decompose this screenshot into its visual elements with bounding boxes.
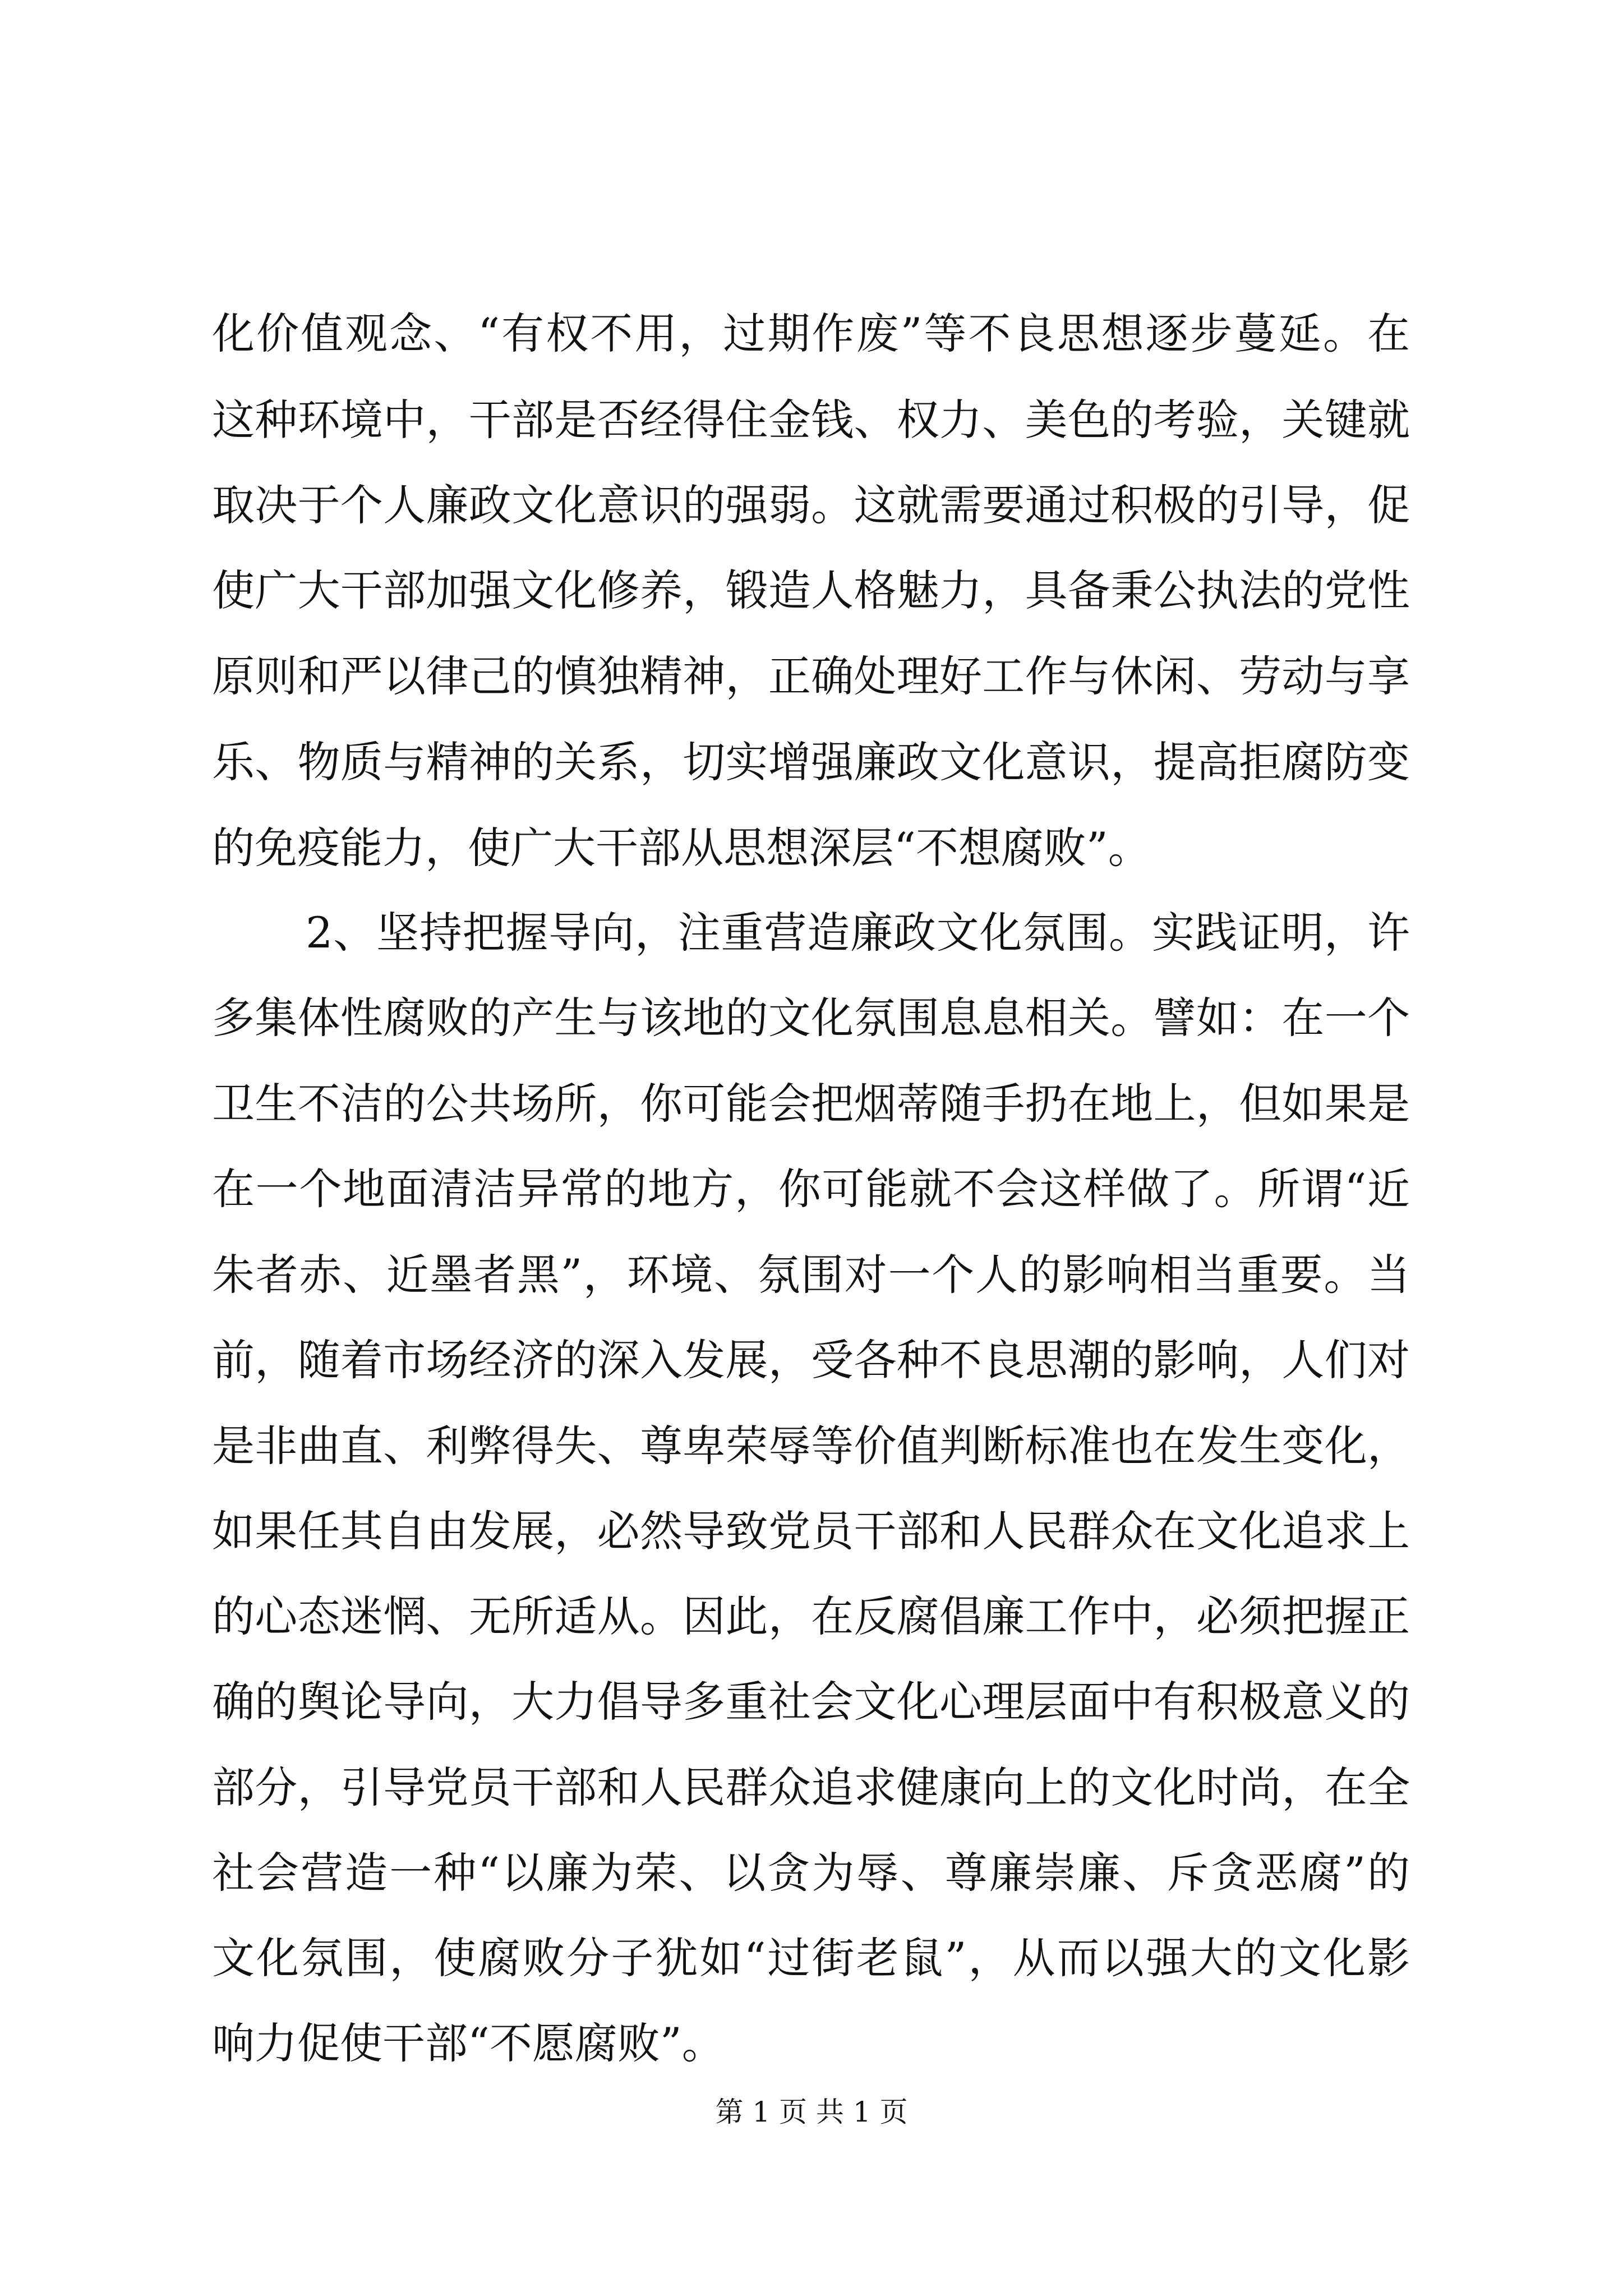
line-text: 是非曲直、利弊得失、尊卑荣辱等价值判断标准也在发生变化， (212, 1421, 1410, 1471)
text-line (0, 1065, 1623, 1143)
line-text: 使广大干部加强文化修养，锻造人格魅力，具备秉公执法的党性 (212, 565, 1410, 615)
text-line (0, 1321, 1623, 1400)
text-line (0, 809, 1623, 887)
text-line (0, 637, 1623, 716)
line-text: 如果任其自由发展，必然导致党员干部和人民群众在文化追求上 (212, 1506, 1410, 1556)
text-line (0, 894, 1623, 972)
line-text: 在一个地面清洁异常的地方，你可能就不会这样做了。所谓“近 (212, 1164, 1410, 1214)
line-text: 这种环境中，干部是否经得住金钱、权力、美色的考验，关键就 (212, 395, 1410, 445)
line-text: 2、坚持把握导向，注重营造廉政文化氛围。实践证明，许 (306, 908, 1410, 958)
text-line (0, 1407, 1623, 1485)
line-text: 社会营造一种“以廉为荣、以贪为辱、尊廉崇廉、斥贪恶腐”的 (212, 1848, 1410, 1898)
text-line (0, 551, 1623, 630)
line-text: 卫生不洁的公共场所，你可能会把烟蒂随手扔在地上，但如果是 (212, 1079, 1410, 1129)
line-text: 取决于个人廉政文化意识的强弱。这就需要通过积极的引导，促 (212, 480, 1410, 530)
text-line (0, 1492, 1623, 1571)
line-text: 多集体性腐败的产生与该地的文化氛围息息相关。譬如：在一个 (212, 993, 1410, 1043)
line-text: 的心态迷惘、无所适从。因此，在反腐倡廉工作中，必须把握正 (212, 1591, 1410, 1641)
text-line (0, 1577, 1623, 1656)
line-text: 原则和严以律己的慎独精神，正确处理好工作与休闲、劳动与享 (212, 651, 1410, 701)
text-line (0, 1150, 1623, 1228)
text-line (0, 295, 1623, 373)
text-line (0, 381, 1623, 459)
text-line (0, 1749, 1623, 1827)
line-text: 文化氛围，使腐败分子犹如“过街老鼠”，从而以强大的文化影 (212, 1933, 1410, 1983)
text-line (0, 2004, 1623, 2083)
line-text: 响力促使干部“不愿腐败”。 (212, 2018, 725, 2068)
line-text: 朱者赤、近墨者黑”，环境、氛围对一个人的影响相当重要。当 (212, 1250, 1410, 1300)
text-line (0, 979, 1623, 1057)
text-line (0, 1236, 1623, 1314)
text-line (0, 1834, 1623, 1912)
line-text: 化价值观念、“有权不用，过期作废”等不良思想逐步蔓延。在 (212, 309, 1410, 358)
line-text: 部分，引导党员干部和人民群众追求健康向上的文化时尚，在全 (212, 1763, 1410, 1812)
text-line (0, 1663, 1623, 1741)
text-line (0, 723, 1623, 802)
line-text: 的免疫能力，使广大干部从思想深层“不想腐败”。 (212, 823, 1151, 873)
page-number-footer: 第 1 页 共 1 页 (715, 2096, 908, 2128)
line-text: 确的舆论导向，大力倡导多重社会文化心理层面中有积极意义的 (212, 1677, 1410, 1727)
text-line (0, 1919, 1623, 1998)
line-text: 乐、物质与精神的关系，切实增强廉政文化意识，提高拒腐防变 (212, 737, 1410, 787)
line-text: 前，随着市场经济的深入发展，受各种不良思潮的影响，人们对 (212, 1335, 1410, 1385)
text-line (0, 466, 1623, 545)
